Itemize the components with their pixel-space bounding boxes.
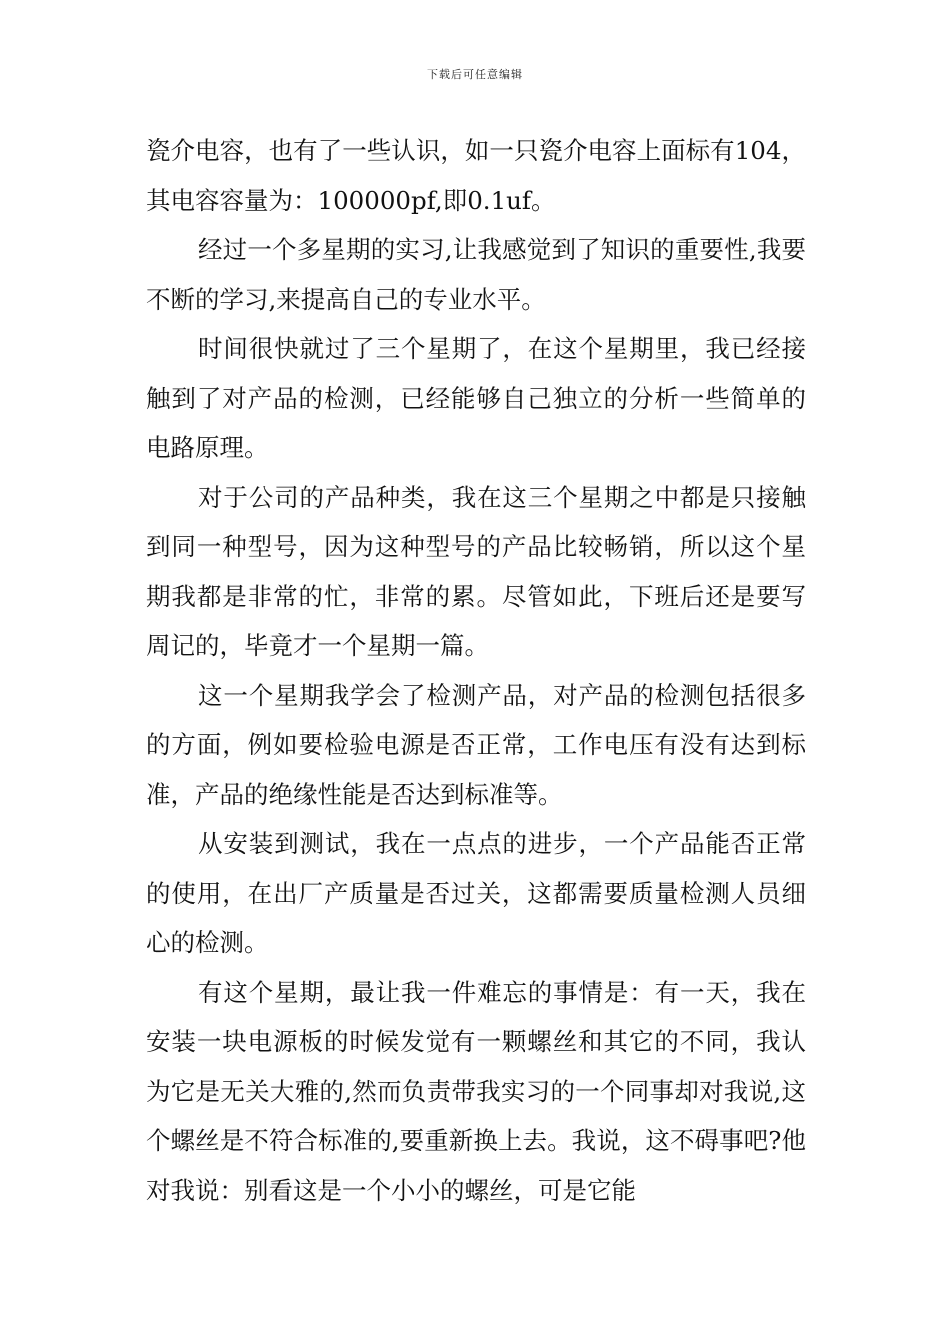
paragraph-6: 从安装到测试，我在一点点的进步，一个产品能否正常的使用，在出厂产质量是否过关，这都需要质量检测人员细心的检测。 [146, 829, 806, 957]
download-note: 下载后可任意编辑 [427, 68, 523, 81]
paragraph-3: 时间很快就过了三个星期了，在这个星期里，我已经接触到了对产品的检测，已经能够自己独立的分析一些简单的电路原理。 [146, 334, 806, 462]
paragraph-1: 瓷介电容，也有了一些认识，如一只瓷介电容上面标有104，其电容容量为：100000pf,即0.1uf。 [146, 136, 806, 215]
paragraph-5: 这一个星期我学会了检测产品，对产品的检测包括很多的方面，例如要检验电源是否正常，工作电压有没有达到标准，产品的绝缘性能是否达到标准等。 [146, 680, 806, 809]
paragraph-2: 经过一个多星期的实习,让我感觉到了知识的重要性,我要不断的学习,来提高自己的专业水平。 [146, 235, 806, 314]
paragraph-7: 有这个星期，最让我一件难忘的事情是：有一天，我在安装一块电源板的时候发觉有一颗螺丝和其它的不同，我认为它是无关大雅的,然而负责带我实习的一个同事却对我说,这个螺丝是不符合标准的,要重新换上去。我说，这不碍事吧?他对我说：别看这是一个小小的螺丝，可是它能 [146, 977, 806, 1205]
document-body [146, 126, 806, 1215]
paragraph-4: 对于公司的产品种类，我在这三个星期之中都是只接触到同一种型号，因为这种型号的产品比较畅销，所以这个星期我都是非常的忙，非常的累。尽管如此，下班后还是要写周记的，毕竟才一个星期一篇。 [146, 482, 806, 660]
